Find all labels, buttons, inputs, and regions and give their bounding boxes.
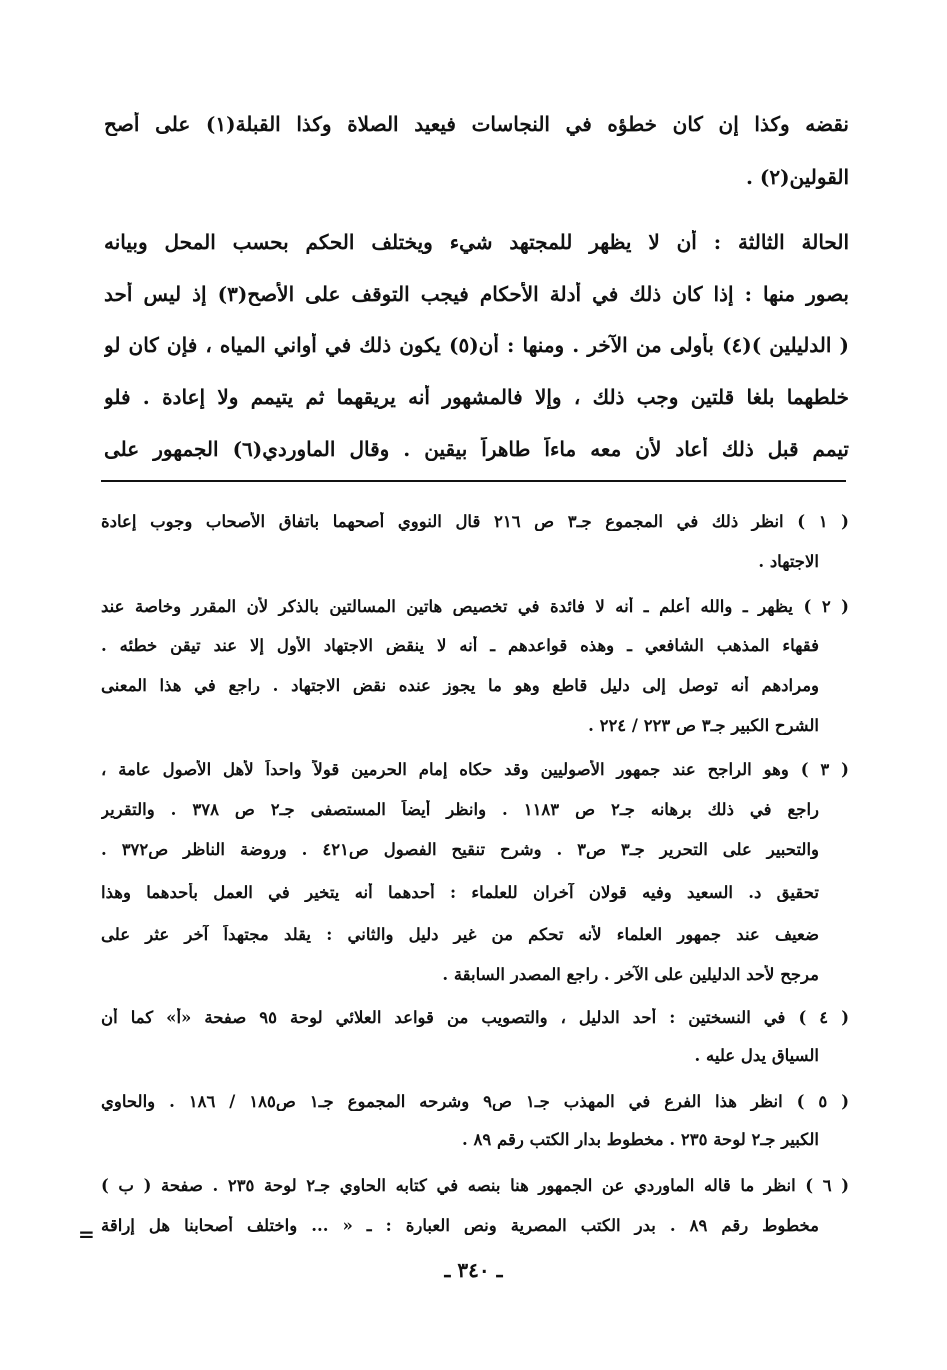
main-line: تيمم قبل ذلك أعاد لأن معه ماءاً طاهراً بيقين . وقال الماوردي(٦) الجمهور على bbox=[104, 437, 849, 461]
footnote-line: راجع في ذلك برهانه جـ٢ ص ١١٨٣ . وانظر أيضاً المستصفى جـ٢ ص ٣٧٨ . والتقرير bbox=[101, 800, 819, 819]
footnote-line: ومرادهم أنه توصل إلى دليل قاطع وهو ما يجوز عنده نقض الاجتهاد . راجع في هذا المعنى bbox=[101, 676, 819, 695]
footnote-line: الشرح الكبير جـ٣ ص ٢٢٣ / ٢٢٤ . bbox=[588, 716, 819, 735]
continuation-mark: = bbox=[78, 1222, 95, 1246]
main-line: بصور منها : إذا كان ذلك في أدلة الأحكام فيجب التوقف على الأصح(٣) إذ ليس أحد bbox=[104, 282, 849, 306]
footnote-line: والتحبير على التحرير جـ٣ ص٣ . وشرح تنقيح الفصول ص٤٢١ . وروضة الناظر ص٣٧٢ . bbox=[101, 840, 819, 859]
main-line: القولين(٢) . bbox=[745, 165, 849, 189]
footnote-line: تحقيق د. السعيد وفيه قولان آخران للعلماء : أحدهما أنه يتخير في العمل بأحدهما وهذا bbox=[101, 883, 819, 902]
footnote-line: الكبير جـ٢ لوحة ٢٣٥ . مخطوط بدار الكتب رقم ٨٩ . bbox=[462, 1130, 819, 1149]
footnote-line: مرجح لأحد الدليلين على الآخر . راجع المصدر السابقة . bbox=[442, 965, 819, 984]
footnote-line: ( ٢ ) يظهر ـ والله أعلم ـ أنه لا فائدة في تخصيص هاتين المسالتين بالذكر لأن المقرر وخاصة عند bbox=[101, 597, 849, 616]
footnote-line: الاجتهاد . bbox=[758, 552, 819, 571]
footnote-line: ( ١ ) انظر ذلك في المجموع جـ٣ ص ٢١٦ قال النووي أصحهما باتفاق الأصحاب وجوب إعادة bbox=[101, 512, 849, 531]
footnote-line: ( ٦ ) انظر ما قاله الماوردي عن الجمهور هنا بنصه في كتابه الحاوي جـ٢ لوحة ٢٣٥ . صفحة ( ب ) bbox=[101, 1176, 849, 1195]
main-line: الحالة الثالثة : أن لا يظهر للمجتهد شيء ويختلف الحكم بحسب المحل وبيانه bbox=[104, 230, 849, 254]
footnote-line: ( ٥ ) انظر هذا الفرع في المهذب جـ١ ص٩ وشرحه المجموع جـ١ ص١٨٥ / ١٨٦ . والحاوي bbox=[101, 1092, 849, 1111]
page-number: ـ ٣٤٠ ـ bbox=[444, 1258, 503, 1282]
footnote-line: فقهاء المذهب الشافعي ـ وهذه قواعدهم ـ أنه لا ينقض الاجتهاد الأول إلا عند تيقن خطئه . bbox=[101, 636, 819, 655]
footnote-line: ( ٣ ) وهو الراجح عند جمهور الأصوليين وقد حكاه إمام الحرمين قولاً واحداً لأهل الأصول عامة ، bbox=[101, 760, 849, 779]
main-line: خلطهما بلغا قلتين وجب ذلك ، وإلا فالمشهور أنه يريقهما ثم يتيمم ولا إعادة . فلو bbox=[104, 385, 849, 409]
footnote-line: السياق يدل عليه . bbox=[694, 1046, 819, 1065]
main-line: ( الدليلين )(٤) بأولى من الآخر . ومنها : أن(٥) يكون ذلك في أواني المياه ، فإن كان لو bbox=[104, 333, 849, 357]
footnote-line: ضعيف عند جمهور العلماء لأنه تحكم من غير دليل والثاني : يقلد مجتهداً آخر عثر على bbox=[101, 925, 819, 944]
footnote-line: مخطوط رقم ٨٩ . بدر الكتب المصرية ونص العبارة : ـ « ... واختلف أصحابنا هل إراقة bbox=[101, 1216, 819, 1235]
footnote-separator bbox=[101, 480, 846, 482]
footnote-line: ( ٤ ) في النسختين : أحد الدليل ، والتصويب من قواعد العلائي لوحة ٩٥ صفحة «أ» كما أن bbox=[101, 1008, 849, 1027]
main-line: نقضه وكذا إن كان خطؤه في النجاسات فيعيد الصلاة وكذا القبلة(١) على أصح bbox=[104, 112, 849, 136]
